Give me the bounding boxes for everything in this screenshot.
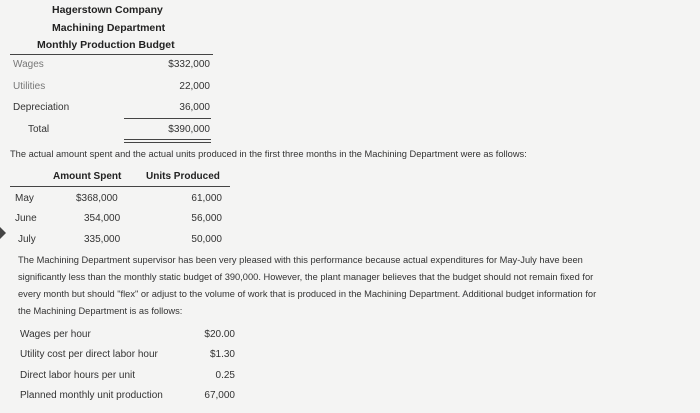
col-header-amount: Amount Spent — [53, 171, 122, 182]
additional-row-value: 0.25 — [215, 370, 235, 381]
paragraph-line: The Machining Department supervisor has been very pleased with this performance because actual expenditures for May-July have been — [18, 255, 583, 265]
amount-value: 335,000 — [84, 234, 121, 245]
budget-title: Monthly Production Budget — [37, 39, 175, 51]
budget-row-value: 36,000 — [179, 102, 210, 113]
additional-row-label: Utility cost per direct labor hour — [20, 349, 158, 360]
paragraph-line: the Machining Department is as follows: — [18, 306, 183, 316]
title-underline — [10, 54, 213, 55]
additional-row-label: Wages per hour — [20, 329, 91, 340]
budget-total-label: Total — [28, 124, 50, 135]
budget-row-label: Wages — [13, 59, 44, 70]
additional-row-value: $1.30 — [209, 349, 235, 360]
col-header-units: Units Produced — [146, 171, 220, 182]
budget-row-value: 22,000 — [179, 81, 210, 92]
total-rule-bottom-1 — [124, 139, 211, 140]
amount-value: 354,000 — [84, 213, 121, 224]
intro-text: The actual amount spent and the actual units produced in the first three months in the Machining Department were as follows: — [10, 149, 527, 159]
additional-row-value: 67,000 — [204, 390, 235, 401]
units-value: 50,000 — [191, 234, 222, 245]
amount-value: $368,000 — [76, 193, 118, 204]
budget-total-value: $390,000 — [168, 124, 210, 135]
additional-row-label: Planned monthly unit production — [20, 390, 163, 401]
department-name: Machining Department — [52, 22, 166, 34]
company-name: Hagerstown Company — [52, 4, 163, 16]
additional-row-label: Direct labor hours per unit — [20, 370, 136, 381]
additional-row-value: $20.00 — [204, 329, 235, 340]
month-label: May — [15, 193, 34, 204]
pointer-arrow-icon — [0, 227, 6, 239]
total-rule-bottom-2 — [124, 142, 211, 143]
month-label: June — [15, 213, 37, 224]
actuals-header-rule — [10, 186, 230, 187]
budget-row-value: $332,000 — [168, 59, 210, 70]
budget-row-label: Depreciation — [13, 102, 70, 113]
units-value: 61,000 — [191, 193, 222, 204]
paragraph-line: significantly less than the monthly static budget of 390,000. However, the plant manager believes that the budget should not remain fixed for — [18, 272, 594, 282]
paragraph-line: every month but should "flex" or adjust to the volume of work that is produced in the Machining Department. Additional budget information for — [18, 289, 597, 299]
total-rule-top — [124, 118, 211, 119]
units-value: 56,000 — [191, 213, 222, 224]
month-label: July — [18, 234, 36, 245]
budget-row-label: Utilities — [13, 81, 46, 92]
